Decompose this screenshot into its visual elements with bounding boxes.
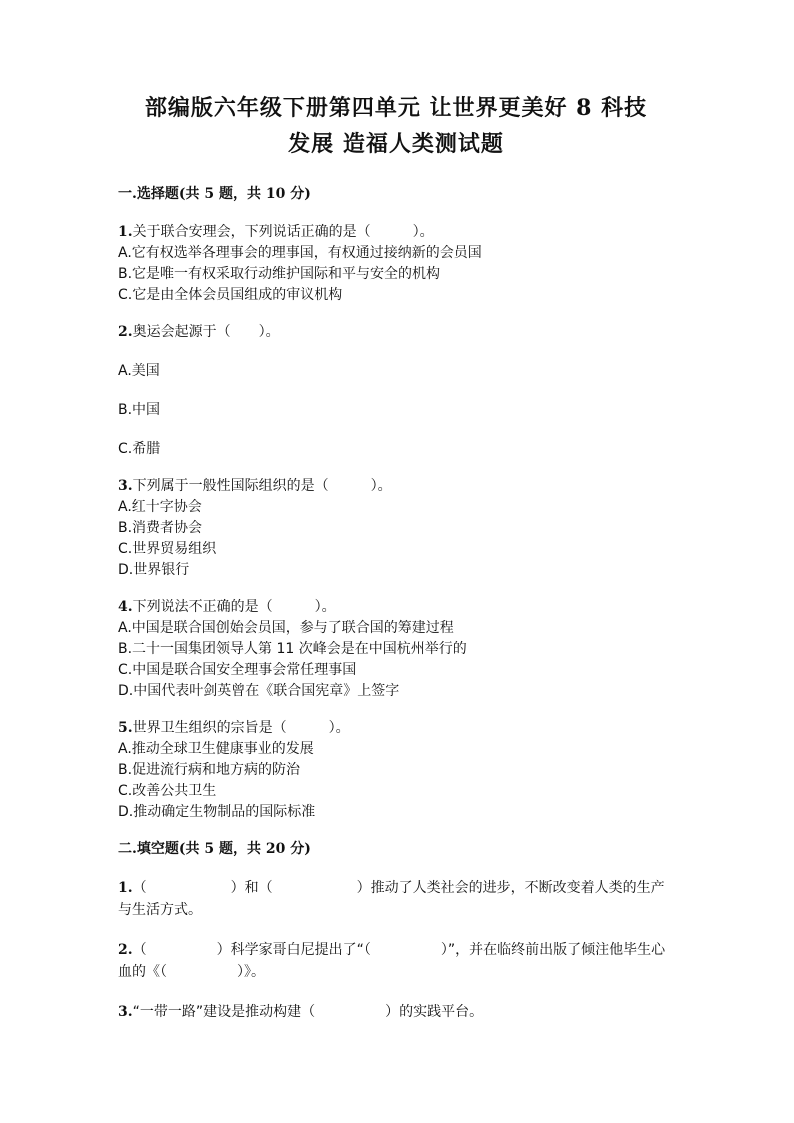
title-line-2: 发展 造福人类测试题 — [288, 131, 504, 157]
option-d: D.推动确定生物制品的国际标准 — [118, 804, 316, 820]
option-b: B.促进流行病和地方病的防治 — [118, 762, 301, 778]
page-title — [118, 90, 674, 162]
question-5 — [118, 718, 674, 823]
fill-item-2: 2.（ ）科学家哥白尼提出了“（ ）”，并在临终前出版了倾注他毕生心血的《（ ）》。 — [118, 942, 666, 980]
fill-item-1: 1.（ ）和（ ）推动了人类社会的进步，不断改变着人类的生产与生活方式。 — [118, 880, 665, 918]
option-a: A.推动全球卫生健康事业的发展 — [118, 741, 314, 757]
option-a: A.中国是联合国创始会员国，参与了联合国的筹建过程 — [118, 620, 454, 636]
fill-item-3: 3.“一带一路”建设是推动构建（ ）的实践平台。 — [118, 1004, 484, 1020]
title-line-1: 部编版六年级下册第四单元 让世界更美好 8 科技 — [144, 95, 648, 121]
option-c: C.世界贸易组织 — [118, 541, 217, 557]
question-3 — [118, 476, 674, 581]
option-d: D.世界银行 — [118, 562, 190, 578]
question-stem: 3.下列属于一般性国际组织的是（ ）。 — [118, 478, 392, 494]
worksheet-page — [118, 90, 674, 1041]
section-heading-fill: 二.填空题(共 5 题，共 20 分) — [118, 841, 311, 857]
option-c: C.改善公共卫生 — [118, 783, 217, 799]
option-a: A.红十字协会 — [118, 499, 202, 515]
option-b: B.二十一国集团领导人第 11 次峰会是在中国杭州举行的 — [118, 641, 467, 657]
option-c: C.中国是联合国安全理事会常任理事国 — [118, 662, 357, 678]
option-c: C.它是由全体会员国组成的审议机构 — [118, 287, 343, 303]
question-stem: 4.下列说法不正确的是（ ）。 — [118, 599, 336, 615]
option-a: A.美国 — [118, 363, 160, 379]
option-a: A.它有权选举各理事会的理事国，有权通过接纳新的会员国 — [118, 245, 482, 261]
section-heading-choice: 一.选择题(共 5 题，共 10 分) — [118, 186, 311, 202]
option-b: B.中国 — [118, 402, 161, 418]
question-1 — [118, 222, 674, 306]
question-4 — [118, 597, 674, 702]
option-b: B.它是唯一有权采取行动维护国际和平与安全的机构 — [118, 266, 441, 282]
question-2 — [118, 322, 674, 460]
option-d: D.中国代表叶剑英曾在《联合国宪章》上签字 — [118, 683, 400, 699]
option-b: B.消费者协会 — [118, 520, 203, 536]
question-stem: 1.关于联合安理会，下列说话正确的是（ ）。 — [118, 224, 434, 240]
question-stem: 2.奥运会起源于（ ）。 — [118, 324, 280, 340]
question-stem: 5.世界卫生组织的宗旨是（ ）。 — [118, 720, 350, 736]
option-c: C.希腊 — [118, 441, 161, 457]
